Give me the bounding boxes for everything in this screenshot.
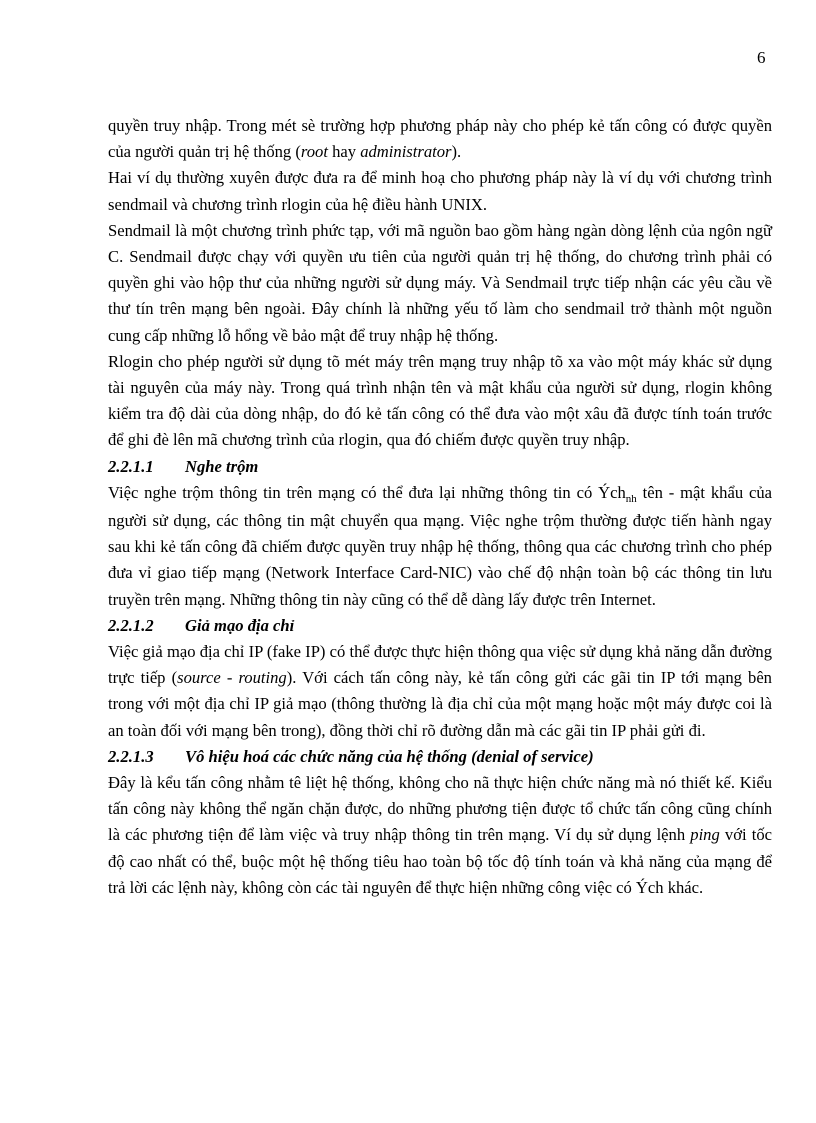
paragraph-3: Sendmail là một chương trình phức tạp, với mã nguồn bao gồm hàng ngàn dòng lệnh của ngôn ngữ C. Sendmail được chạy với quyền ưu tiên của người quản trị hệ thống, do chương trình phải có quyền ghi vào hộp thư của những người sử dụng máy. Và Sendmail trực tiếp nhận các yêu cầu về thư tín trên mạng bên ngoài. Đây chính là những yếu tố làm cho sendmail trở thành một nguồn cung cấp những lỗ hổng về bảo mật để truy nhập hệ thống. xyxy=(108,220,772,345)
document-body xyxy=(108,113,772,901)
page-number: 6 xyxy=(757,48,766,67)
paragraph-5 xyxy=(108,480,772,613)
term-ping: ping xyxy=(690,825,720,845)
section-number: 2.2.1.3 xyxy=(108,746,154,766)
term-source-routing: source - routing xyxy=(177,668,287,688)
paragraph-7-rest: với tốc độ cao nhất có thể, buộc một hệ thống tiêu hao toàn bộ tốc độ tính toán và khả năng của mạng để trả lời các lệnh này, không còn các tài nguyên để thực hiện những công việc có Ých khác. xyxy=(108,825,772,897)
subscript-fragment: nh xyxy=(625,492,637,505)
paragraph-2: Hai ví dụ thường xuyên được đưa ra để minh hoạ cho phương pháp này là ví dụ với chương trình sendmail và chương trình rlogin của hệ điều hành UNIX. xyxy=(108,168,772,214)
paragraph-5-text: Việc nghe trộm thông tin trên mạng có thể đưa lại những thông tin có Ých xyxy=(108,482,626,502)
paragraph-1-end: ). xyxy=(451,142,462,162)
section-title: Giả mạo địa chỉ xyxy=(185,615,295,635)
section-number: 2.2.1.1 xyxy=(108,456,154,476)
section-heading-2-2-1-1 xyxy=(108,454,772,480)
paragraph-4: Rlogin cho phép người sử dụng tõ mét máy trên mạng truy nhập tõ xa vào một máy khác sử dụng tài nguyên của máy này. Trong quá trình nhận tên và mật khẩu của người sử dụng, rlogin không kiểm tra độ dài của dòng nhập, do đó kẻ tấn công có thể đưa vào một xâu đã được tính toán trước để ghi đè lên mã chương trình của rlogin, qua đó chiếm được quyền truy nhập. xyxy=(108,351,772,450)
paragraph-6-rest: ). Với cách tấn công này, kẻ tấn công gửi các gãi tin IP tới mạng bên trong với một địa chỉ IP giả mạo (thông thường là địa chỉ của một mạng hoặc một máy được coi là an toàn đối với mạng bên trong), đồng thời chỉ rõ đường dẫn mà các gãi tin IP phải gửi đi. xyxy=(108,668,772,740)
section-title: Vô hiệu hoá các chức năng của hệ thống (denial of service) xyxy=(185,746,594,766)
paragraph-7 xyxy=(108,770,772,901)
section-heading-2-2-1-3 xyxy=(108,744,772,770)
paragraph-6 xyxy=(108,639,772,744)
paragraph-1-text: quyền truy nhập. Trong mét sè trường hợp phương pháp này cho phép kẻ tấn công có được quyền của người quản trị hệ thống ( xyxy=(108,116,772,162)
paragraph-5-rest: tên - mật khẩu của người sử dụng, các thông tin mật chuyển qua mạng. Việc nghe trộm thường được tiến hành ngay sau khi kẻ tấn công đã chiếm được quyền truy nhập hệ thống, thông qua các chương trình cho phép đưa vỉ giao tiếp mạng (Network Interface Card-NIC) vào chế độ nhận toàn bộ các thông tin lưu truyền trên mạng. Những thông tin này cũng có thể dễ dàng lấy được trên Internet. xyxy=(108,482,772,609)
paragraph-7-text: Đây là kểu tấn công nhằm tê liệt hệ thống, không cho nã thực hiện chức năng mà nó thiết kế. Kiểu tấn công này không thể ngăn chặn được, do những phương tiện được tổ chức tấn công cũng chính là các phương tiện để làm việc và truy nhập thông tin trên mạng. Ví dụ sử dụng lệnh xyxy=(108,773,772,845)
term-root: root xyxy=(300,142,328,162)
section-number: 2.2.1.2 xyxy=(108,615,154,635)
paragraph-6-text: Việc giả mạo địa chỉ IP (fake IP) có thể được thực hiện thông qua việc sử dụng khả năng dẫn đường trực tiếp ( xyxy=(108,642,772,688)
section-title: Nghe trộm xyxy=(185,456,259,476)
paragraph-1-mid: hay xyxy=(327,142,361,162)
term-administrator: administrator xyxy=(360,142,452,162)
section-heading-2-2-1-2 xyxy=(108,613,772,639)
paragraph-1 xyxy=(108,113,772,165)
